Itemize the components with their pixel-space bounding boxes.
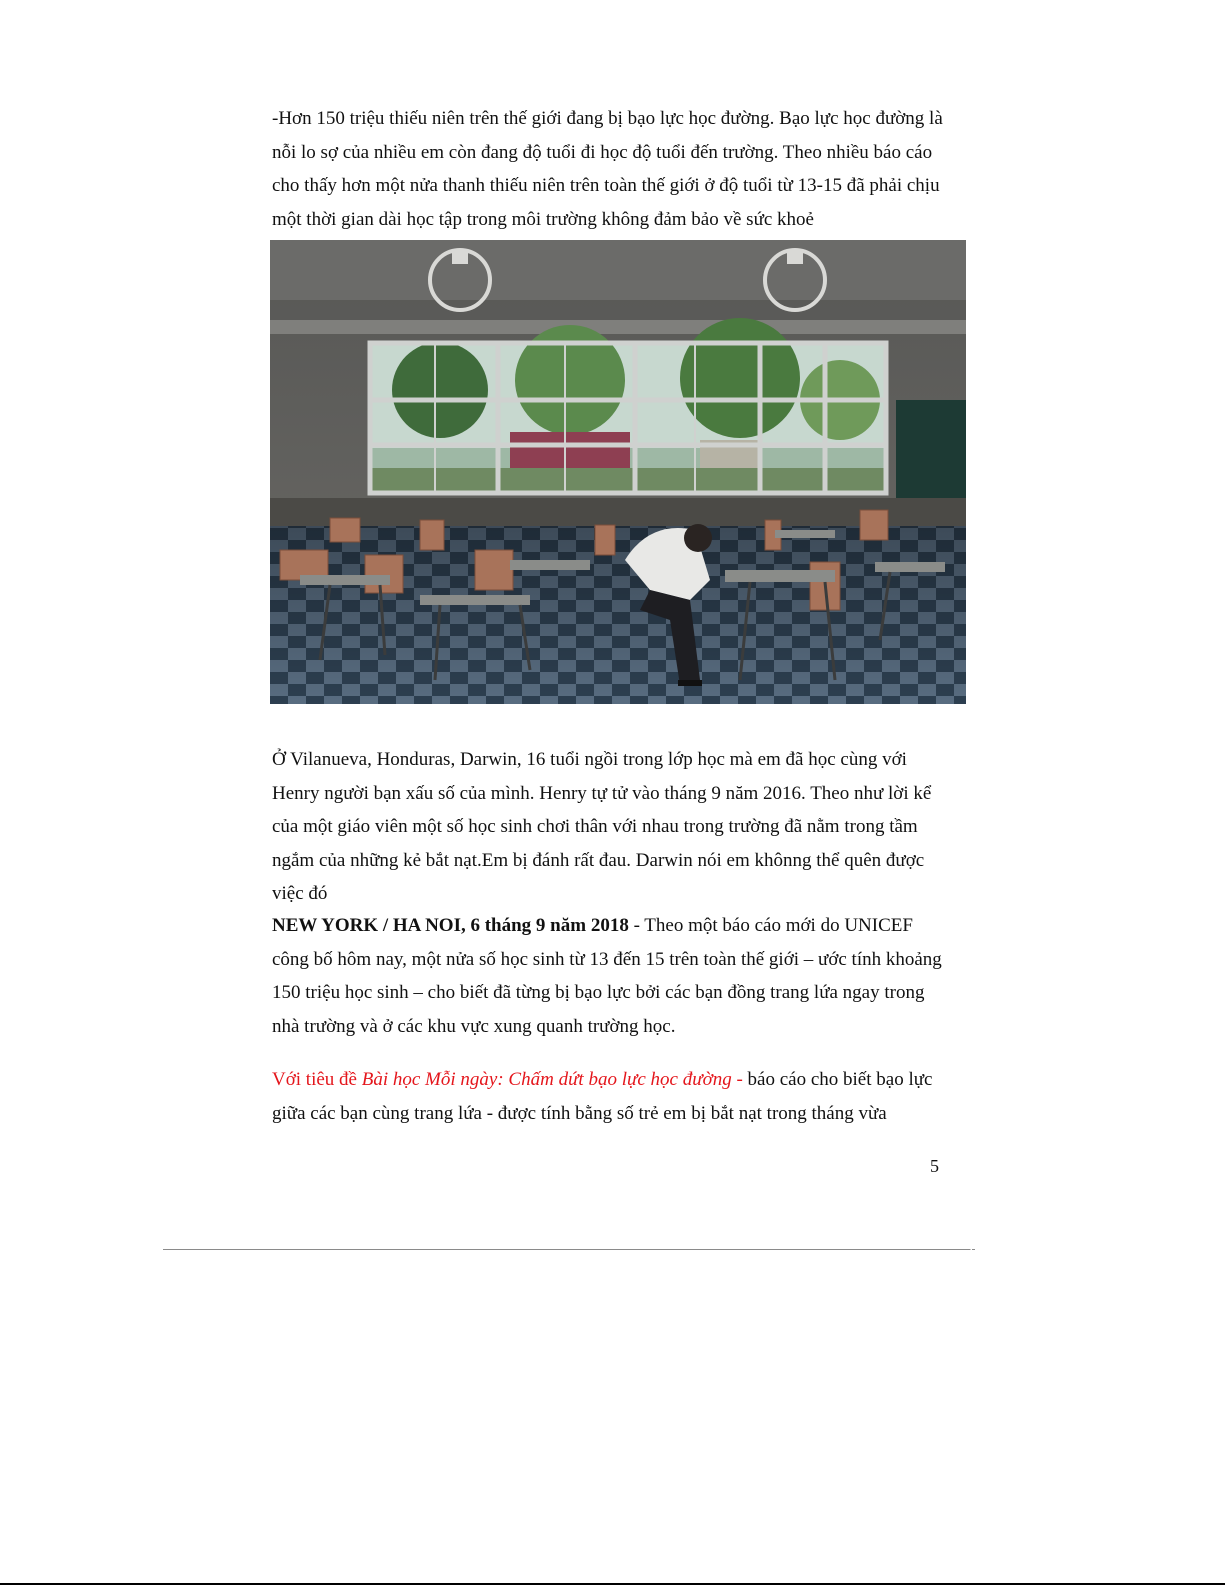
classroom-photo bbox=[270, 240, 966, 704]
closing-dash: - bbox=[731, 1069, 743, 1090]
page-number: 5 bbox=[930, 1156, 939, 1176]
news-body: - Theo một báo cáo mới do UNICEF công bố hôm nay, một nửa số học sinh từ 13 đến 15 trên toàn thế giới – ước tính khoảng 150 triệu học sinh – cho biết đã từng bị bạo lực bởi các bạn đồng trang lứa ngay trong nhà trường và ở các khu vực xung quanh trường học. bbox=[272, 915, 942, 1037]
page-break-line bbox=[163, 1249, 969, 1250]
page-break-end-marker bbox=[963, 1249, 975, 1250]
closing-paragraph bbox=[272, 1063, 952, 1130]
closing-body: báo cáo cho biết bạo lực giữa các bạn cùng trang lứa - được tính bằng số trẻ em bị bắt nạt trong tháng vừa bbox=[272, 1069, 933, 1124]
story-paragraph: Ở Vilanueva, Honduras, Darwin, 16 tuổi ngồi trong lớp học mà em đã học cùng với Henry người bạn xấu số của mình. Henry tự tử vào tháng 9 năm 2016. Theo như lời kể của một giáo viên một số học sinh chơi thân với nhau trong trường đã nằm trong tầm ngắm của những kẻ bắt nạt.Em bị đánh rất đau. Darwin nói em khônng thể quên được việc đó bbox=[272, 749, 932, 904]
closing-lead: Với tiêu đề bbox=[272, 1069, 362, 1090]
report-title: Bài học Mỗi ngày: Chấm dứt bạo lực học đường bbox=[361, 1069, 732, 1090]
news-dateline: NEW YORK / HA NOI, 6 tháng 9 năm 2018 bbox=[272, 915, 629, 936]
intro-paragraph: -Hơn 150 triệu thiếu niên trên thế giới đang bị bạo lực học đường. Bạo lực học đường là nỗi lo sợ của nhiều em còn đang độ tuổi đi học độ tuổi đến trường. Theo nhiều báo cáo cho thấy hơn một nửa thanh thiếu niên trên toàn thế giới ở độ tuổi từ 13-15 đã phải chịu một thời gian dài học tập trong môi trường không đảm bảo về sức khoẻ bbox=[272, 108, 943, 230]
news-paragraph bbox=[272, 909, 952, 1043]
